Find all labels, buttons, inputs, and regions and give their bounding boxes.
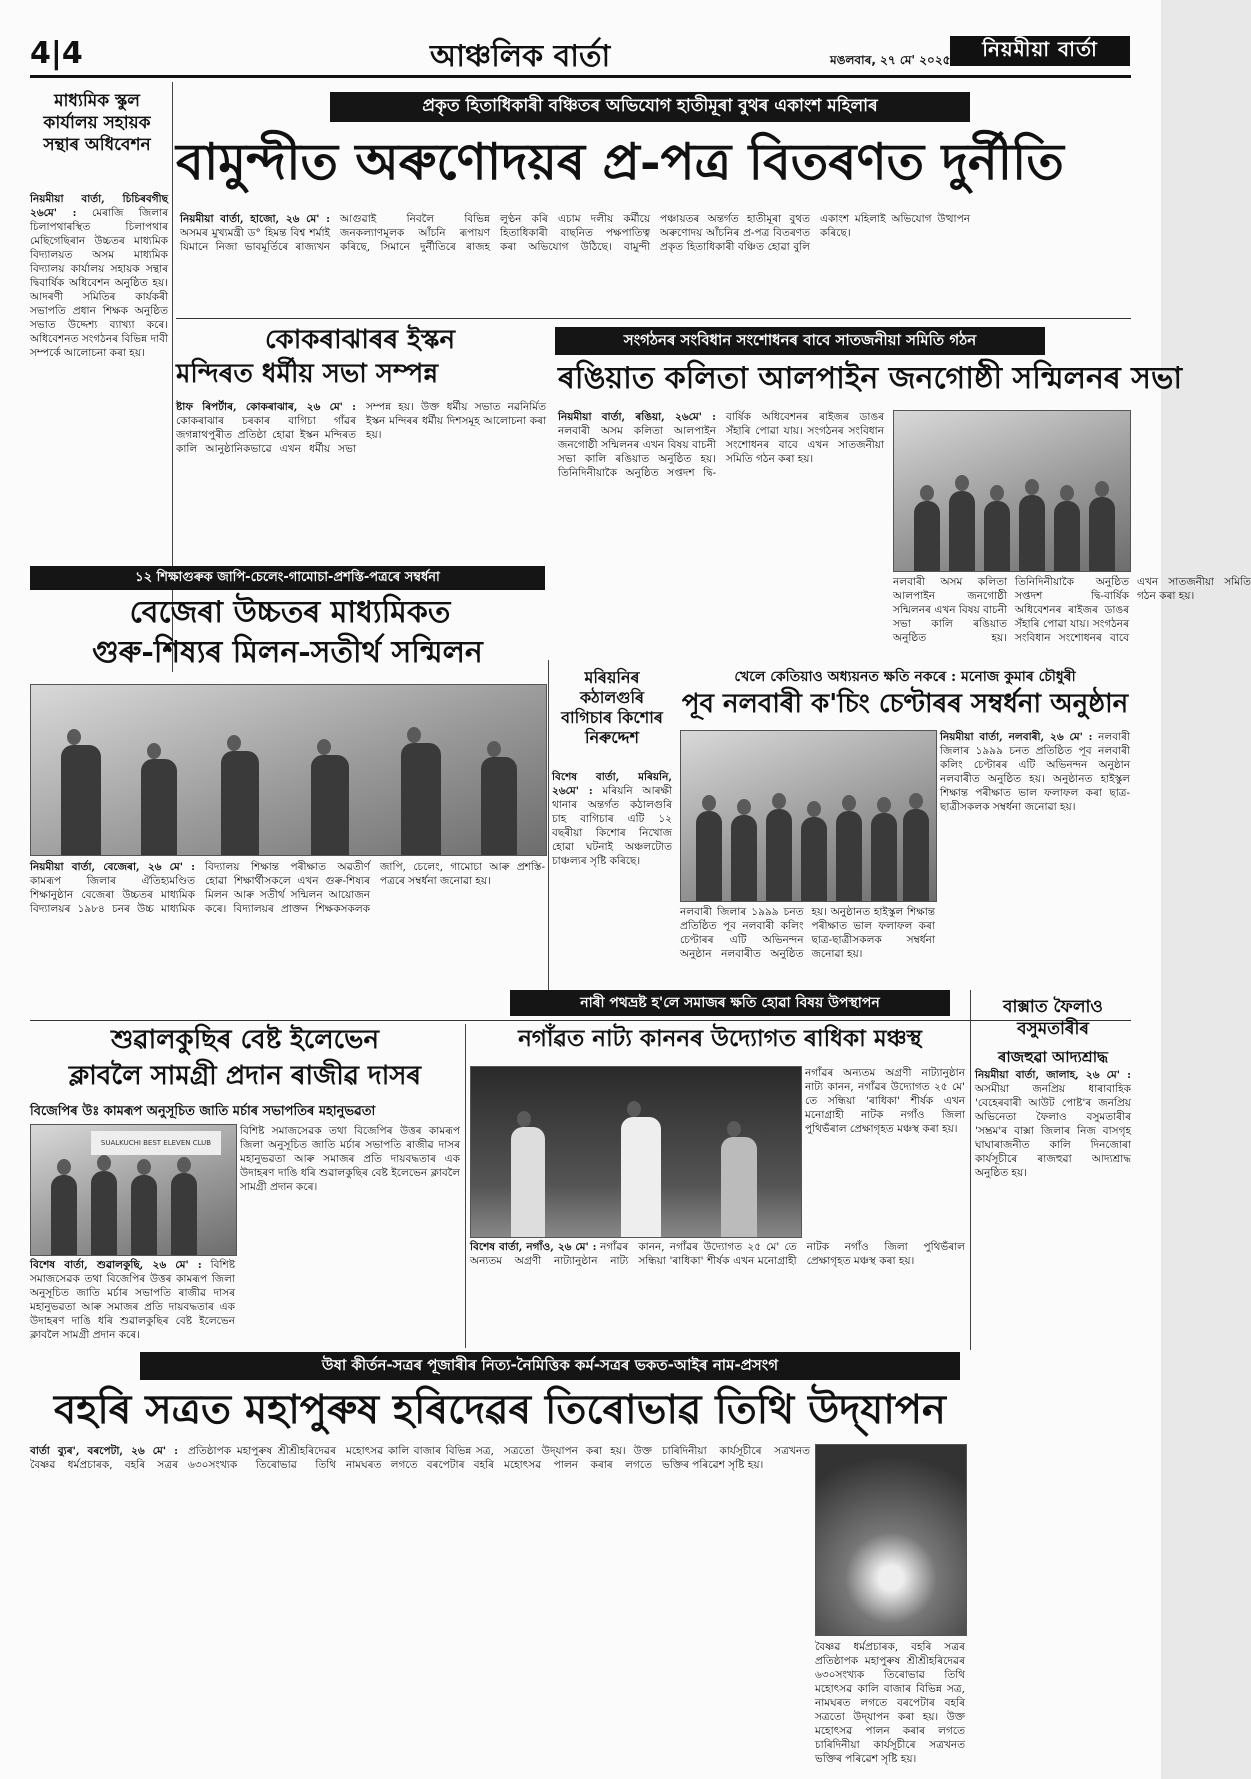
page-number: 4|4 [30, 36, 83, 71]
club-banner: SUALKUCHI BEST ELEVEN CLUB [91, 1131, 221, 1155]
nagaon-photo [470, 1066, 802, 1238]
rangia-text-continued: নলবাৰী অসম কলিতা আলপাইন জনগোষ্ঠী সন্মিলনৰ এখন বিষয় বাচনী সভা কালি ৰঙিয়াত অনুষ্ঠিত হয়। তিনিদিনীয়াকৈ অনুষ্ঠিত সপ্তদশ দ্বি-বাৰ্ষিক অধিবেশনৰ ৰাইজৰ ডাঙৰ সঁহাৰি পোৱা যায়। সংগঠনৰ সংবিধান সংশোধনৰ বাবে এখন সাতজনীয়া সমিতি গঠন কৰা হয়। [893, 576, 1251, 644]
sattra-photo [815, 1444, 967, 1636]
shuwalkuchi-text-lead: বিশিষ্ট সমাজসেৱক তথা বিজেপিৰ উত্তৰ কামৰূপ জিলা অনুসূচিত জাতি মৰ্চাৰ সভাপতি ৰাজীৱ দাসৰ মহানুভৱতা আৰু সমাজৰ প্ৰতি দায়বদ্ধতাৰ এক উদাহৰণ দাঙি ধৰি শুৱালকুছিৰ বেষ্ট ইলেভেন ক্লাবলৈ সামগ্ৰী প্ৰদান কৰে। [30, 1259, 235, 1341]
kokrajhar-headline-2: মন্দিৰত ধৰ্মীয় সভা সম্পন্ন [176, 359, 439, 389]
lead-dateline: নিয়মীয়া বাৰ্তা, হাজো, ২৬ মে' : [180, 213, 330, 225]
bajali-text: কামৰূপ জিলাৰ ঐতিহ্যমণ্ডিত শিক্ষানুষ্ঠান বেজেৰা উচ্চতৰ মাধ্যমিক বিদ্যালয়ৰ ১৯৮৪ চনৰ উচ্চ মাধ্যমিক বিদ্যালয় শিক্ষান্ত পৰীক্ষাত অৱতীৰ্ণ হোৱা শিক্ষাৰ্থীসকলে এখন গুৰু-শিষ্যৰ মিলন আৰু সতীৰ্থ সন্মিলন আয়োজন কৰে। বিদ্যালয়ৰ প্ৰাক্তন শিক্ষকসকলক জাপি, চেলেং, গামোচা আৰু প্ৰশস্তি-পত্ৰৰে সম্বৰ্ধনা জনোৱা হয়। [30, 861, 545, 915]
sattra-text-continued: বৈষ্ণৱ ধৰ্মপ্ৰচাৰক, বহৰি সত্ৰৰ প্ৰতিষ্ঠাপক মহাপুৰুষ শ্ৰীশ্ৰীহৰিদেৱৰ ৬৩০সংখ্যক তিৰোভাৱ তিথি মহোৎসৱ কালি বাজাৰ বিভিন্ন সত্ৰ, নামঘৰত লগতে বৰপেটাৰ বহৰি সত্ৰতো উদ্‌যাপন কৰা হয়। উক্ত মহোৎসৱ পালন কৰাৰ লগতে চাৰিদিনীয়া কাৰ্যসূচীৰে সত্ৰখনত ভক্তিৰ পৰিৱেশ সৃষ্টি হয়। [815, 1641, 965, 1765]
bajali-dateline: নিয়মীয়া বাৰ্তা, বেজেৰা, ২৬ মে' : [30, 861, 195, 873]
sattra-body [30, 1444, 810, 1762]
lead-text: অসমৰ মুখ্যমন্ত্ৰী ড° হিমন্ত বিশ্ব শৰ্মাই যিমানে নিজা ভাবমূৰ্তিৰে ৰাজ্যখন আগুৱাই নিবলৈ বিভিন্ন জনকল্যাণমূলক আঁচনি ৰূপায়ণ কৰিছে, সিমানে দুৰ্নীতিৰে ৰাজহ লুণ্ঠন কৰি এচাম দলীয় কৰ্মীয়ে হিতাধিকাৰী বাছনিত পক্ষপাতিত্ব কৰা অভিযোগ উঠিছে। বামুন্দী পঞ্চায়তৰ অন্তৰ্গত হাতীমূৰা বুথত অৰুণোদয় আঁচনিৰ প্ৰ-পত্ৰ বিতৰণত প্ৰকৃত হিতাধিকাৰী বঞ্চিত হোৱা বুলি একাংশ মহিলাই অভিযোগ উত্থাপন কৰিছে। [180, 213, 970, 253]
left-column-text: মেৰাজি জিলাৰ চিলাপথাৰস্থিত চিলাপথাৰ মেছিগেছিৰান উচ্চতৰ মাধ্যমিক বিদ্যালয়ত অসম মাধ্যমিক বিদ্যালয় কাৰ্যালয় সহায়ক সন্থাৰ দ্বিবাৰ্ষিক অধিবেশন অনুষ্ঠিত হয়। আদৰণী সমিতিৰ কাৰ্যকৰী সভাপতি প্ৰধান শিক্ষক অনুষ্ঠিত সভাত উদ্দেশ্য ব্যাখ্যা কৰে। অধিবেশনত সংগঠনৰ বিভিন্ন দাবী সম্পৰ্কে আলোচনা কৰা হয়। [30, 207, 168, 359]
section-title: আঞ্চলিক বাৰ্তা [430, 39, 611, 74]
shuwalkuchi-headline-2: ক্লাবলৈ সামগ্ৰী প্ৰদান ৰাজীৱ দাসৰ [68, 1061, 422, 1091]
shuwalkuchi-text: বিশিষ্ট সমাজসেৱক তথা বিজেপিৰ উত্তৰ কামৰূপ জিলা অনুসূচিত জাতি মৰ্চাৰ সভাপতি ৰাজীৱ দাসৰ মহানুভৱতা আৰু সমাজৰ প্ৰতি দায়বদ্ধতাৰ এক উদাহৰণ দাঙি ধৰি শুৱালকুছিৰ বেষ্ট ইলেভেন ক্লাবলৈ সামগ্ৰী প্ৰদান কৰে। [240, 1125, 460, 1193]
manoj-kicker: খেলে কেতিয়াও অধ্যয়নত ক্ষতি নকৰে : মনোজ কুমাৰ চৌধুৰী [734, 669, 1076, 685]
basumatary-body [975, 1068, 1131, 1758]
lead-headline: বামুন্দীত অৰুণোদয়ৰ প্ৰ-পত্ৰ বিতৰণত দুৰ্নীতি [176, 132, 1064, 191]
bajali-headline-2: গুৰু-শিষ্যৰ মিলন-সতীৰ্থ সন্মিলন [92, 635, 483, 670]
nagaon-dateline: বিশেষ বাৰ্তা, নগাঁও, ২৬ মে' : [470, 1241, 597, 1253]
section-rule [30, 1020, 1131, 1021]
kokrajhar-dateline: ষ্টাফ ৰিপৰ্টাৰ, কোকৰাঝাৰ, ২৬ মে' : [176, 401, 356, 413]
rangia-text: নলবাৰী অসম কলিতা আলপাইন জনগোষ্ঠী সন্মিলনৰ এখন বিষয় বাচনী সভা কালি ৰঙিয়াত অনুষ্ঠিত হয়। তিনিদিনীয়াকৈ অনুষ্ঠিত সপ্তদশ দ্বি-বাৰ্ষিক অধিবেশনৰ ৰাইজৰ ডাঙৰ সঁহাৰি পোৱা যায়। সংগঠনৰ সংবিধান সংশোধনৰ বাবে এখন সাতজনীয়া সমিতি গঠন কৰা হয়। [558, 411, 884, 479]
manoj-text-continued: নলবাৰী জিলাৰ ১৯৯৯ চনত প্ৰতিষ্ঠিত পূব নলবাৰী কলিং চেণ্টাৰৰ এটি অভিনন্দন অনুষ্ঠান নলবাৰীত অনুষ্ঠিত হয়। অনুষ্ঠানত হাইস্কুল শিক্ষান্ত পৰীক্ষাত ভাল ফলাফল কৰা ছাত্ৰ-ছাত্ৰীসকলক সম্বৰ্ধনা জনোৱা হয়। [680, 906, 935, 960]
sattra-text: বৈষ্ণৱ ধৰ্মপ্ৰচাৰক, বহৰি সত্ৰৰ প্ৰতিষ্ঠাপক মহাপুৰুষ শ্ৰীশ্ৰীহৰিদেৱৰ ৬৩০সংখ্যক তিৰোভাৱ তিথি মহোৎসৱ কালি বাজাৰ বিভিন্ন সত্ৰ, নামঘৰত লগতে বৰপেটাৰ বহৰি সত্ৰতো উদ্‌যাপন কৰা হয়। উক্ত মহোৎসৱ পালন কৰাৰ লগতে চাৰিদিনীয়া কাৰ্যসূচীৰে সত্ৰখনত ভক্তিৰ পৰিৱেশ সৃষ্টি হয়। [30, 1445, 810, 1471]
kokrajhar-headline-1: কোকৰাঝাৰৰ ইস্কন [265, 325, 455, 355]
left-column-body [30, 192, 168, 552]
shuwalkuchi-photo [30, 1124, 237, 1256]
rangia-dateline: নিয়মীয়া বাৰ্তা, ৰঙিয়া, ২৬মে' : [558, 411, 716, 423]
rangia-kicker: সংগঠনৰ সংবিধান সংশোধনৰ বাবে সাতজনীয়া সমিতি গঠন [555, 327, 1045, 355]
rangia-headline: ৰঙিয়াত কলিতা আলপাইন জনগোষ্ঠী সন্মিলনৰ সভা [558, 361, 1183, 396]
moriyani-headline: মৰিয়নিৰ কঠালগুৰি বাগিচাৰ কিশোৰ নিৰুদ্দেশ [561, 668, 663, 747]
section-rule [176, 318, 1131, 319]
kokrajhar-text: কোকৰাঝাৰ চৰকাৰ বাগিচা গাঁৱৰ জগন্নাথপুৰীত প্ৰতিষ্ঠা হোৱা ইস্কন মন্দিৰত কালি আনুষ্ঠানিকভাৱে এখন ধৰ্মীয় সভা সম্পন্ন হয়। উক্ত ধৰ্মীয় সভাত নৱনিৰ্মিত ইস্কন মন্দিৰৰ ধৰ্মীয় দিশসমূহ আলোচনা কৰা হয়। [176, 401, 546, 455]
nagaon-body-side [805, 1066, 965, 1236]
manoj-text: নলবাৰী জিলাৰ ১৯৯৯ চনত প্ৰতিষ্ঠিত পূব নলবাৰী কলিং চেণ্টাৰৰ এটি অভিনন্দন অনুষ্ঠান নলবাৰীত অনুষ্ঠিত হয়। অনুষ্ঠানত হাইস্কুল শিক্ষান্ত পৰীক্ষাত ভাল ফলাফল কৰা ছাত্ৰ-ছাত্ৰীসকলক সম্বৰ্ধনা জনোৱা হয়। [940, 731, 1131, 813]
shuwalkuchi-headline-1: শুৱালকুছিৰ বেষ্ট ইলেভেন [111, 1025, 379, 1055]
left-column-dateline: নিয়মীয়া বাৰ্তা, চিচিৰবগীছ ২৬মে' : [30, 193, 168, 219]
bajali-photo [30, 684, 547, 856]
shuwalkuchi-body-lead [30, 1258, 235, 1348]
lead-body [180, 212, 1130, 312]
felicitation-bar: ১২ শিক্ষাগুৰুক জাপি-চেলেং-গামোচা-প্ৰশস্তি-পত্ৰৰে সম্বৰ্ধনা [30, 566, 545, 590]
manoj-dateline: নিয়মীয়া বাৰ্তা, নলবাৰী, ২৬ মে' : [940, 731, 1093, 743]
sattra-body-continued [815, 1640, 965, 1765]
masthead-rule [30, 75, 1131, 78]
basumatary-text: অসমীয়া জনপ্ৰিয় ধাৰাবাহিক 'বেহেৰবাৰী আউট পোষ্ট'ৰ জনপ্ৰিয় অভিনেতা ফৈলাও বসুমতাৰীৰ 'সম্ভ্ৰম'ৰ বাক্সা জিলাৰ নিজ বাসগৃহ ঘাঘাৰাজনীত কালি দিনজোৰা কাৰ্যসূচীৰে ৰাজহুৱা আদ্যশ্ৰাদ্ধ অনুষ্ঠিত হয়। [975, 1083, 1131, 1179]
nagaon-text-side: নগাঁৱৰ অন্যতম অগ্ৰণী নাট্যানুষ্ঠান নাট্য কানন, নগাঁৱৰ উদ্যোগত ২৫ মে' তে সন্ধিয়া 'ৰাধিকা' শীৰ্ষক এখন মনোগ্ৰাহী নাটক নগাঁও জিলা পুথিভঁৰাল প্ৰেক্ষাগৃহত মঞ্চস্থ কৰা হয়। [805, 1067, 965, 1135]
newspaper-logo: নিয়মীয়া বাৰ্তা [950, 36, 1130, 66]
left-column-headline: মাধ্যমিক স্কুল কাৰ্যালয় সহায়ক সন্থাৰ অধিবেশন [43, 91, 151, 155]
sattra-headline: বহৰি সত্ৰত মহাপুৰুষ হৰিদেৱৰ তিৰোভাৱ তিথি উদ্‌যাপন [54, 1386, 946, 1433]
manoj-body-continued [680, 905, 935, 985]
lead-kicker: প্ৰকৃত হিতাধিকাৰী বঞ্চিতৰ অভিযোগ হাতীমূৰা বুথৰ একাংশ মহিলাৰ [330, 92, 970, 122]
column-divider [970, 990, 971, 1350]
column-divider [548, 660, 549, 990]
shuwalkuchi-subhead: বিজেপিৰ উঃ কামৰূপ অনুসূচিত জাতি মৰ্চাৰ সভাপতিৰ মহানুভৱতা [30, 1104, 376, 1119]
basumatary-dateline: নিয়মীয়া বাৰ্তা, জালাহ, ২৬ মে' : [975, 1069, 1131, 1081]
moriyani-text: মৰিয়নি আৰক্ষী থানাৰ অন্তৰ্গত কঠালগুৰি চাহ বাগিচাৰ এটি ১২ বছৰীয়া কিশোৰ নিখোজ হোৱা ঘটনাই অঞ্চলটোত চাঞ্চল্যৰ সৃষ্টি কৰিছে। [552, 785, 672, 867]
shuwalkuchi-body [240, 1124, 460, 1252]
nagaon-body [470, 1240, 965, 1348]
nagaon-text: নগাঁৱৰ অন্যতম অগ্ৰণী নাট্যানুষ্ঠান নাট্য কানন, নগাঁৱৰ উদ্যোগত ২৫ মে' তে সন্ধিয়া 'ৰাধিকা' শীৰ্ষক এখন মনোগ্ৰাহী নাটক নগাঁও জিলা পুথিভঁৰাল প্ৰেক্ষাগৃহত মঞ্চস্থ কৰা হয়। [470, 1241, 965, 1267]
rangia-body [558, 410, 884, 640]
rangia-body-continued [893, 575, 1251, 645]
nagaon-headline: নগাঁৱত নাট্য কাননৰ উদ্যোগত ৰাধিকা মঞ্চস্থ [518, 1025, 922, 1052]
manoj-headline: পূব নলবাৰী ক'চিং চেণ্টাৰৰ সম্বৰ্ধনা অনুষ্ঠান [681, 689, 1129, 719]
basumatary-headline: বাক্সাত ফৈলাও বসুমতাৰীৰ [1003, 997, 1103, 1039]
kokrajhar-body [176, 400, 546, 560]
women-bar: নাৰী পথভ্ৰষ্ট হ'লে সমাজৰ ক্ষতি হোৱা বিষয় উপস্থাপন [510, 990, 950, 1016]
coaching-photo [680, 730, 937, 902]
publication-date: মঙলবাৰ, ২৭ মে' ২০২৫ [830, 53, 951, 67]
basumatary-subhead: ৰাজহুৱা আদ্যশ্ৰাদ্ধ [997, 1048, 1109, 1066]
sattra-kicker: উষা কীৰ্তন-সত্ৰৰ পূজাৰীৰ নিত্য-নৈমিত্তিক কৰ্ম-সত্ৰৰ ভকত-আইৰ নাম-প্ৰসংগ [140, 1352, 960, 1380]
sattra-dateline: বাৰ্তা ব্যুৰ', বৰপেটা, ২৬ মে' : [30, 1445, 178, 1457]
manoj-body [940, 730, 1130, 980]
rangia-photo [893, 410, 1131, 572]
bajali-headline-1: বেজেৰা উচ্চতৰ মাধ্যমিকত [129, 595, 451, 630]
moriyani-dateline: বিশেষ বাৰ্তা, মৰিয়নি, ২৬মে' : [552, 771, 672, 797]
column-divider [465, 1024, 466, 1348]
shuwalkuchi-dateline: বিশেষ বাৰ্তা, শুৱালকুছি, ২৬ মে' : [30, 1259, 202, 1271]
bajali-body [30, 860, 545, 980]
moriyani-body [552, 770, 672, 980]
